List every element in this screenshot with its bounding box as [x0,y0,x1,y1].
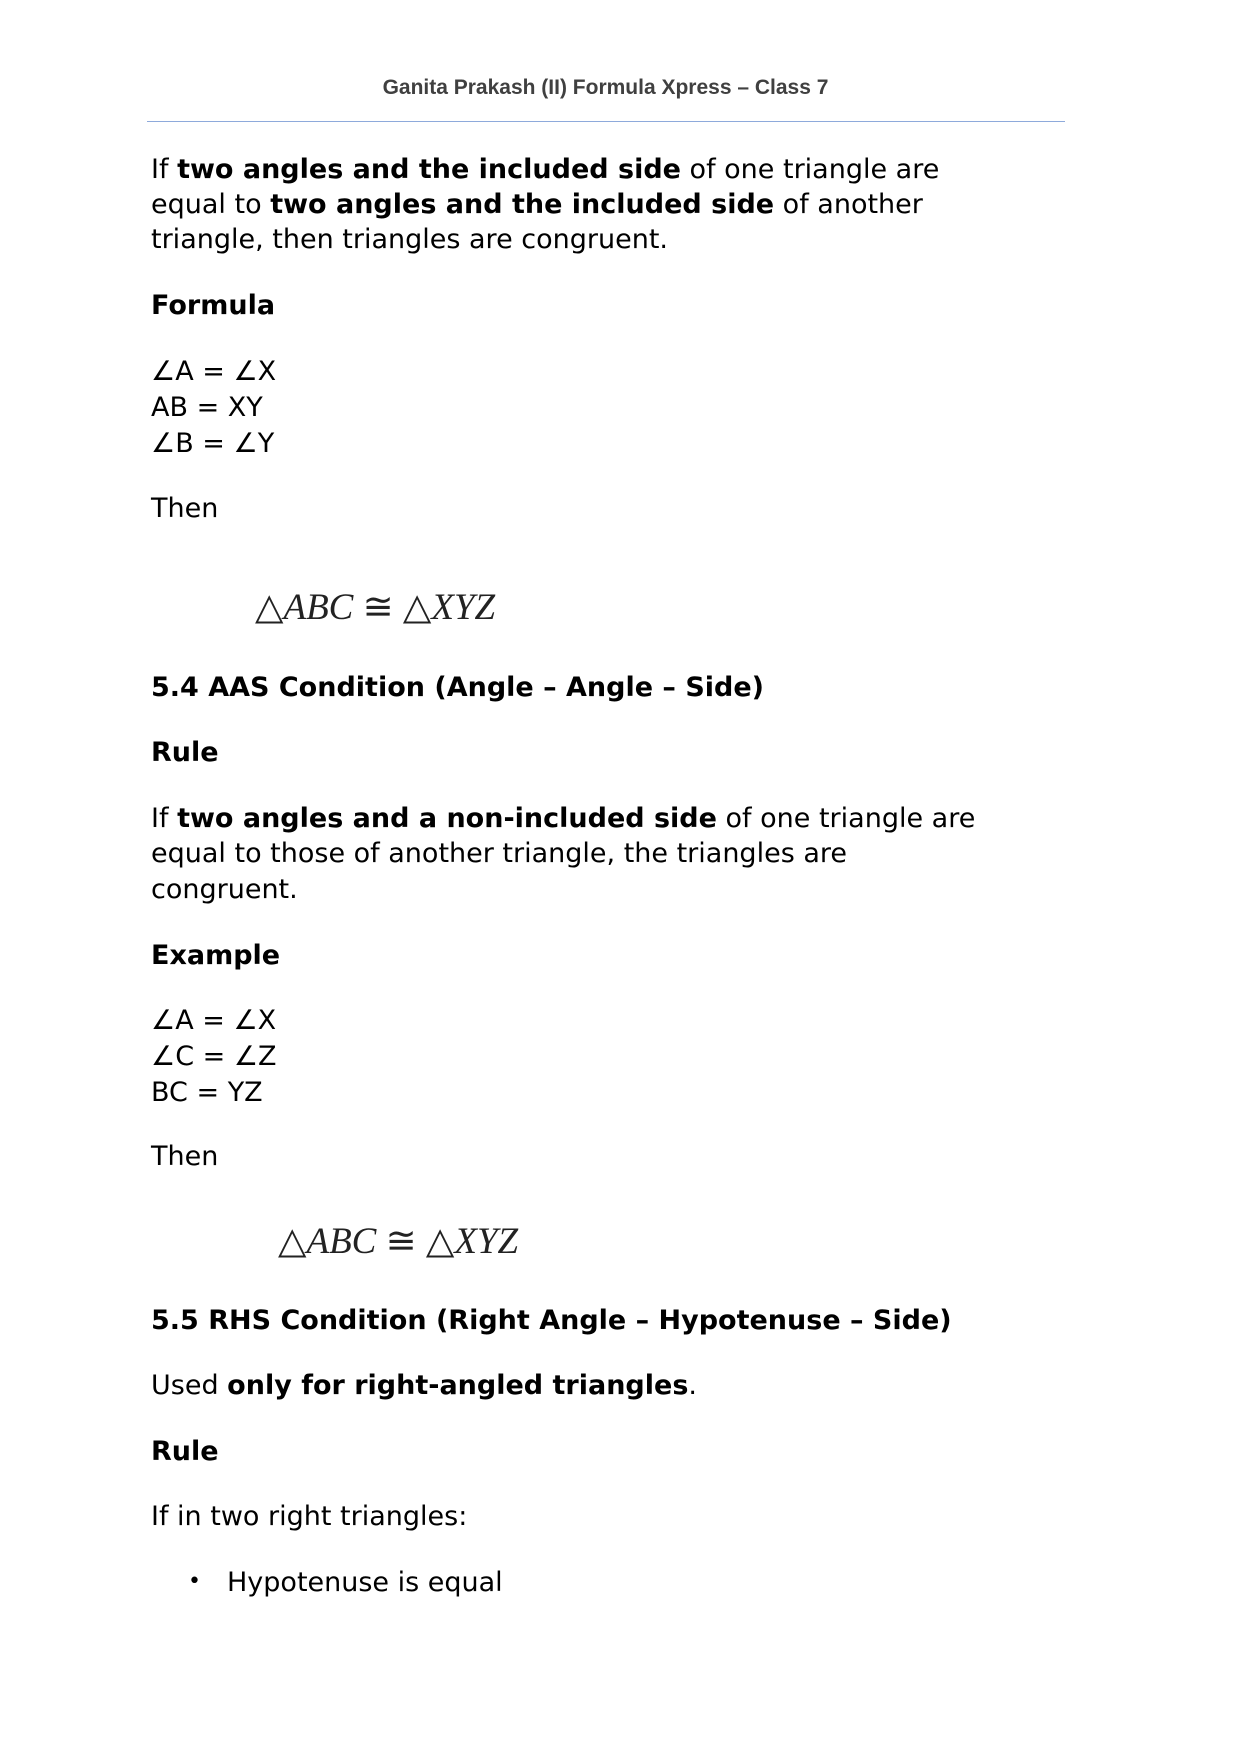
usage-note [151,1368,697,1403]
formula-line: AB = XY [151,392,263,423]
section-heading-rhs: 5.5 RHS Condition (Right Angle – Hypotenuse – Side) [151,1305,952,1336]
triangle-name: ABC [283,587,354,628]
example-line: ∠A = ∠X [151,1005,277,1036]
rule-line: congruent. [151,874,298,905]
rule-line [151,152,939,187]
triangle-symbol: △ [402,587,432,628]
triangle-name: ABC [306,1221,377,1262]
example-line: ∠C = ∠Z [151,1041,277,1072]
header-divider [147,121,1065,122]
rule-intro: If in two right triangles: [151,1501,468,1532]
congruence-result [278,1219,518,1263]
triangle-name: XYZ [431,587,496,628]
rule-line [151,187,923,222]
list-item: Hypotenuse is equal [227,1567,503,1598]
then-label: Then [151,493,219,524]
then-label: Then [151,1141,219,1172]
congruent-symbol: ≅ [362,587,394,628]
congruence-result [255,585,495,629]
triangle-symbol: △ [255,587,284,628]
bold-text: two angles and the included side [177,154,681,185]
rule-line [151,801,975,836]
formula-line: ∠B = ∠Y [151,428,275,459]
example-line: BC = YZ [151,1077,263,1108]
section-heading-aas: 5.4 AAS Condition (Angle – Angle – Side) [151,672,765,703]
rule-line [151,222,668,257]
example-heading: Example [151,940,281,971]
formula-line: ∠A = ∠X [151,356,277,387]
text-run: If [151,803,178,834]
congruent-symbol: ≅ [385,1221,417,1262]
formula-heading: Formula [151,290,276,321]
bold-text: only for right-angled triangles [227,1370,689,1401]
text-run: of another [774,189,923,220]
text-run: of one triangle are [716,803,976,834]
text-run: of one triangle are [680,154,940,185]
triangle-symbol: △ [278,1221,307,1262]
bold-text: two angles and the included side [270,189,775,220]
text-run: Used [151,1370,228,1401]
bullet-icon: • [188,1569,201,1594]
text-run: . [688,1370,697,1401]
text-run: equal to [151,189,271,220]
rule-heading: Rule [151,737,219,768]
rule-heading: Rule [151,1436,219,1467]
header-title: Ganita Prakash (II) Formula Xpress – Class 7 [382,76,829,99]
text-run: triangle, then triangles are congruent. [151,224,668,255]
text-run: If [151,154,178,185]
bold-text: two angles and a non-included side [177,803,717,834]
triangle-symbol: △ [425,1221,455,1262]
rule-line: equal to those of another triangle, the triangles are [151,838,848,869]
triangle-name: XYZ [454,1221,519,1262]
